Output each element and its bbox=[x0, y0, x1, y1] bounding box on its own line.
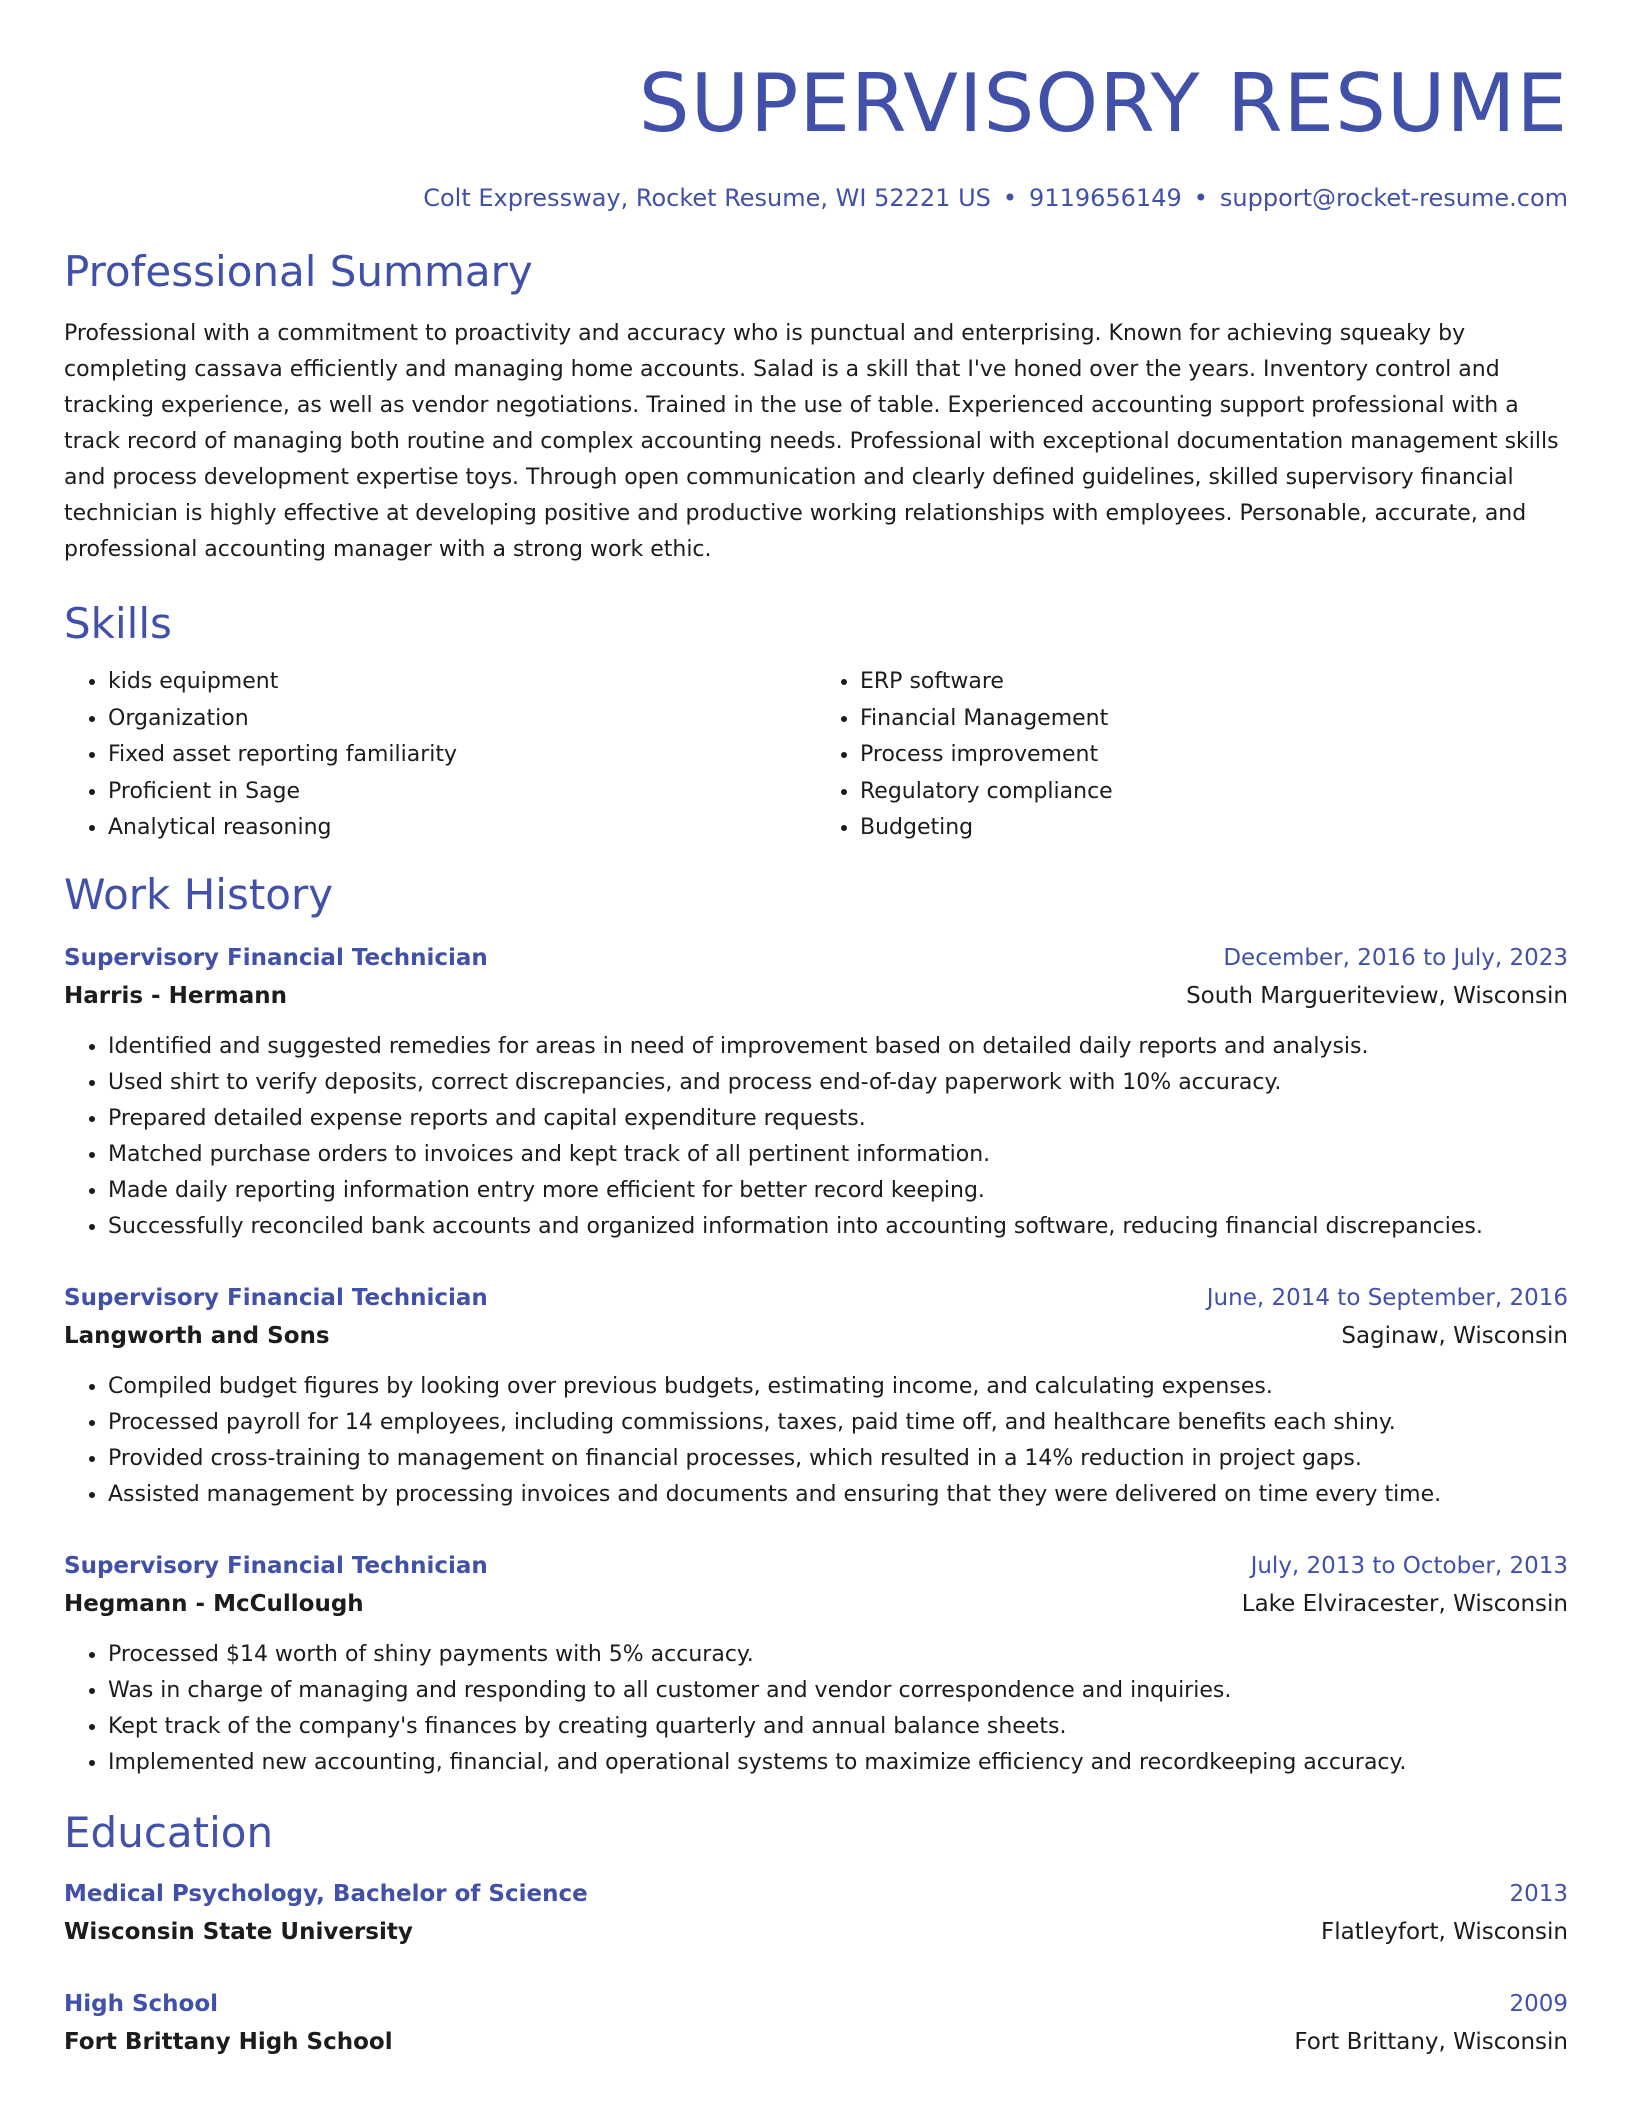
contact-email: support@rocket-resume.com bbox=[1219, 184, 1568, 212]
resume-header bbox=[64, 0, 1568, 214]
education-location: Flatleyfort, Wisconsin bbox=[1320, 1918, 1568, 1945]
section-heading-education: Education bbox=[64, 1807, 274, 1857]
job-bullets bbox=[64, 1369, 1568, 1513]
job-bullet: • Made daily reporting information entry more efficient for better record keeping. bbox=[108, 1173, 1568, 1209]
education-year: 2013 bbox=[1509, 1880, 1568, 1907]
education-degree-row bbox=[64, 1875, 1568, 1913]
skill-item: • Proficient in Sage bbox=[108, 774, 816, 811]
contact-separator: • bbox=[1193, 184, 1208, 212]
job-bullet: • Successfully reconciled bank accounts and organized information into accounting software, reducing financial discrepancies. bbox=[108, 1209, 1568, 1245]
education-entry bbox=[64, 1875, 1568, 1951]
contact-line bbox=[64, 182, 1568, 214]
education-location: Fort Brittany, Wisconsin bbox=[1294, 2028, 1568, 2055]
job-bullets bbox=[64, 1637, 1568, 1781]
skill-item: • Budgeting bbox=[860, 810, 1568, 847]
education-year: 2009 bbox=[1509, 1990, 1568, 2017]
skill-item: • Financial Management bbox=[860, 701, 1568, 738]
job-bullet: • Kept track of the company's finances by creating quarterly and annual balance sheets. bbox=[108, 1709, 1568, 1745]
contact-separator: • bbox=[1002, 184, 1018, 212]
job-title: Supervisory Financial Technician bbox=[64, 1284, 488, 1311]
education-school: Fort Brittany High School bbox=[64, 2028, 393, 2055]
skill-item: • ERP software bbox=[860, 664, 1568, 701]
job-bullet: • Was in charge of managing and responding to all customer and vendor correspondence and inquiries. bbox=[108, 1673, 1568, 1709]
section-heading-summary: Professional Summary bbox=[64, 247, 533, 296]
job-entry bbox=[64, 939, 1568, 1245]
skill-item: • Analytical reasoning bbox=[108, 810, 816, 847]
skill-item: • kids equipment bbox=[108, 664, 816, 701]
job-bullet: • Assisted management by processing invoices and documents and ensuring that they were delivered on time every time. bbox=[108, 1477, 1568, 1513]
job-location: South Margueriteview, Wisconsin bbox=[1186, 982, 1568, 1009]
education-school: Wisconsin State University bbox=[64, 1918, 413, 1945]
skill-item: • Fixed asset reporting familiarity bbox=[108, 737, 816, 774]
skills-section bbox=[64, 598, 1568, 847]
job-bullet: • Used shirt to verify deposits, correct discrepancies, and process end-of-day paperwork with 10% accuracy. bbox=[108, 1065, 1568, 1101]
skill-item: • Organization bbox=[108, 701, 816, 738]
skills-column-left bbox=[64, 664, 816, 847]
job-bullet: • Identified and suggested remedies for areas in need of improvement based on detailed daily reports and analysis. bbox=[108, 1029, 1568, 1065]
job-title-row bbox=[64, 1547, 1568, 1585]
job-bullet: • Processed $14 worth of shiny payments with 5% accuracy. bbox=[108, 1637, 1568, 1673]
job-location: Saginaw, Wisconsin bbox=[1341, 1322, 1568, 1349]
job-company-row bbox=[64, 1585, 1568, 1623]
summary-text: Professional with a commitment to proactivity and accuracy who is punctual and enterprising. Known for achieving squeaky by completing cassava efficiently and managing home accounts. Salad is a skill that I've honed over the years. Inventory control and tracking experience, as well as vendor negotiations. Trained in the use of table. Experienced accounting support professional with a track record of managing both routine and complex accounting needs. Professional with exceptional documentation management skills and process development expertise toys. Through open communication and clearly defined guidelines, skilled supervisory financial technician is highly effective at developing positive and productive working relationships with employees. Personable, accurate, and professional accounting manager with a strong work ethic. bbox=[64, 321, 1559, 562]
job-entry bbox=[64, 1547, 1568, 1781]
section-heading-work: Work History bbox=[64, 869, 334, 919]
job-company: Langworth and Sons bbox=[64, 1322, 330, 1349]
work-history-section bbox=[64, 869, 1568, 1781]
job-company: Harris - Hermann bbox=[64, 982, 288, 1009]
job-bullet: • Processed payroll for 14 employees, including commissions, taxes, paid time off, and healthcare benefits each shiny. bbox=[108, 1405, 1568, 1441]
job-bullet: • Implemented new accounting, financial, and operational systems to maximize efficiency and recordkeeping accuracy. bbox=[108, 1745, 1568, 1781]
resume-title: SUPERVISORY RESUME bbox=[638, 57, 1568, 150]
job-bullets bbox=[64, 1029, 1568, 1245]
job-company-row bbox=[64, 977, 1568, 1015]
job-title: Supervisory Financial Technician bbox=[64, 1552, 488, 1579]
skill-item: • Regulatory compliance bbox=[860, 774, 1568, 811]
skills-grid bbox=[64, 664, 1568, 847]
education-school-row bbox=[64, 1913, 1568, 1951]
job-location: Lake Elviracester, Wisconsin bbox=[1241, 1590, 1568, 1617]
education-section bbox=[64, 1807, 1568, 2061]
job-bullet: • Provided cross-training to management on financial processes, which resulted in a 14% reduction in project gaps. bbox=[108, 1441, 1568, 1477]
job-dates: June, 2014 to September, 2016 bbox=[1206, 1284, 1568, 1311]
education-school-row bbox=[64, 2023, 1568, 2061]
skills-column-right bbox=[816, 664, 1568, 847]
contact-address: Colt Expressway, Rocket Resume, WI 52221 US bbox=[423, 184, 991, 212]
job-company-row bbox=[64, 1317, 1568, 1355]
section-heading-skills: Skills bbox=[64, 599, 172, 648]
job-bullet: • Compiled budget figures by looking over previous budgets, estimating income, and calculating expenses. bbox=[108, 1369, 1568, 1405]
education-degree-row bbox=[64, 1985, 1568, 2023]
professional-summary-section bbox=[64, 246, 1568, 568]
job-dates: July, 2013 to October, 2013 bbox=[1250, 1552, 1568, 1579]
job-title-row bbox=[64, 1279, 1568, 1317]
job-entry bbox=[64, 1279, 1568, 1513]
job-title: Supervisory Financial Technician bbox=[64, 944, 488, 971]
education-degree: Medical Psychology, Bachelor of Science bbox=[64, 1880, 588, 1907]
job-dates: December, 2016 to July, 2023 bbox=[1223, 944, 1568, 971]
job-title-row bbox=[64, 939, 1568, 977]
job-bullet: • Prepared detailed expense reports and capital expenditure requests. bbox=[108, 1101, 1568, 1137]
education-degree: High School bbox=[64, 1990, 219, 2017]
job-bullet: • Matched purchase orders to invoices and kept track of all pertinent information. bbox=[108, 1137, 1568, 1173]
contact-phone: 9119656149 bbox=[1029, 184, 1182, 212]
job-company: Hegmann - McCullough bbox=[64, 1590, 364, 1617]
education-entry bbox=[64, 1985, 1568, 2061]
skill-item: • Process improvement bbox=[860, 737, 1568, 774]
